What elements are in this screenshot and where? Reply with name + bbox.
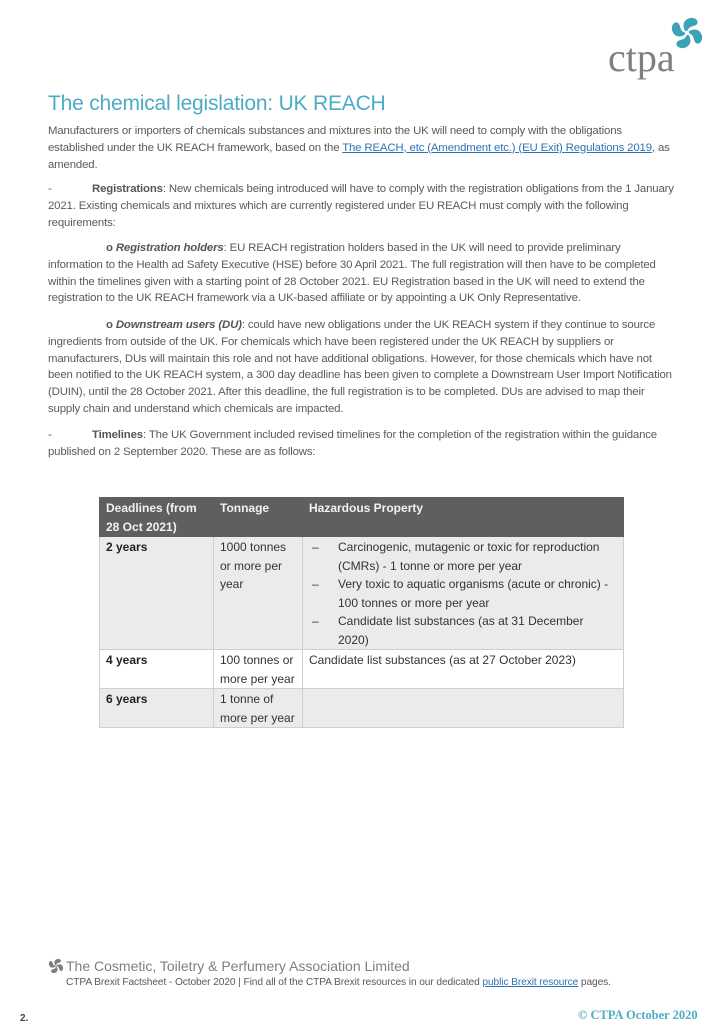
registration-holders-paragraph (48, 240, 678, 307)
column-header-tonnage: Tonnage (214, 498, 303, 537)
tonnage-cell: 1000 tonnes or more per year (214, 537, 303, 650)
column-header-hazardous-property: Hazardous Property (303, 498, 624, 537)
ctpa-swirl-icon (670, 16, 704, 50)
deadline-cell: 4 years (100, 650, 214, 689)
brexit-resource-link[interactable]: public Brexit resource (482, 977, 579, 988)
hazard-item: – Carcinogenic, mutagenic or toxic for reproduction (CMRs) - 1 tonne or more per year (312, 540, 600, 573)
intro-paragraph (48, 123, 678, 173)
registrations-text: : New chemicals being introduced will have to comply with the registration obligations from the 1 January 2021. Existing chemicals and mixtures which are currently registered under EU REACH must comply with the following requirements: (48, 183, 674, 229)
page-title: The chemical legislation: UK REACH (48, 92, 386, 115)
reach-regulations-link[interactable]: The REACH, etc (Amendment etc.) (EU Exit) Regulations 2019 (342, 141, 652, 154)
hazard-cell (303, 537, 624, 650)
downstream-users-label: Downstream users (DU) (115, 319, 242, 331)
table-row (100, 537, 624, 650)
hazard-cell: Candidate list substances (as at 27 October 2023) (303, 650, 624, 689)
intro-text: Manufacturers or importers of chemicals substances and mixtures into the UK will need to comply with the obligations established under the UK REACH framework, based on the (48, 125, 622, 154)
list-bullet: - (48, 429, 52, 441)
deadline-cell: 2 years (100, 537, 214, 650)
hazard-item: – Very toxic to aquatic organisms (acute or chronic) - 100 tonnes or more per year (312, 577, 609, 610)
tonnage-cell: 1 tonne of more per year (214, 689, 303, 728)
footer-organization (48, 958, 410, 974)
hazard-item: – Candidate list substances (as at 31 December 2020) (312, 614, 584, 647)
hazard-list (309, 538, 617, 649)
registrations-paragraph (48, 181, 678, 231)
logo-text: ctpa (608, 35, 675, 80)
ctpa-logo (604, 16, 704, 82)
footer-factsheet-line (66, 977, 611, 988)
intro-text-end: , as amended. (48, 141, 670, 171)
footer-text-end: pages. (578, 977, 611, 988)
ctpa-swirl-icon (48, 958, 64, 974)
registration-holders-label: Registration holders (115, 242, 224, 254)
table-row (100, 689, 624, 728)
downstream-users-text: : could have new obligations under the UK REACH system if they continue to source ingredients from outside of the UK. For chemicals which have been registered under the UK REACH by suppliers or manufacturers, DUs will maintain this role and not have additional obligations. However, for those chemicals which have not been notified to the UK REACH system, a 300 day deadline has been given to complete a Downstream User Import Notification (DUIN), until the 28 October 2021. After this deadline, the full registration is to be completed. DUs are advised to map their supply chain and understand which chemicals are impacted. (48, 319, 672, 415)
downstream-users-paragraph (48, 317, 678, 418)
deadlines-table (99, 497, 624, 728)
sub-bullet: o (106, 242, 113, 254)
table-row (100, 650, 624, 689)
page-number: 2. (20, 1013, 29, 1024)
registrations-label: Registrations (92, 183, 163, 195)
timelines-text: : The UK Government included revised timelines for the completion of the registration within the guidance published on 2 September 2020. These are as follows: (48, 429, 657, 458)
timelines-paragraph (48, 427, 678, 461)
tonnage-cell: 100 tonnes or more per year (214, 650, 303, 689)
deadline-cell: 6 years (100, 689, 214, 728)
footer-org-name: The Cosmetic, Toiletry & Perfumery Association Limited (66, 958, 410, 974)
sub-bullet: o (106, 319, 113, 331)
table-header-row (100, 498, 624, 537)
column-header-deadlines: Deadlines (from 28 Oct 2021) (100, 498, 214, 537)
registration-holders-text: : EU REACH registration holders based in the UK will need to provide preliminary information to the Health ad Safety Executive (HSE) before 30 April 2021. The full registration will then have to be completed within the timelines given with a starting point of 28 October 2021. EU Registration based in the UK will need to extend the registration to the UK REACH framework via a UK-based affiliate or by appointing a UK Only Representative. (48, 242, 656, 305)
footer-text: CTPA Brexit Factsheet - October 2020 | Find all of the CTPA Brexit resources in our dedicated (66, 977, 483, 988)
list-bullet: - (48, 183, 52, 195)
timelines-label: Timelines (92, 429, 143, 441)
copyright-notice: © CTPA October 2020 (578, 1008, 698, 1022)
hazard-cell (303, 689, 624, 728)
